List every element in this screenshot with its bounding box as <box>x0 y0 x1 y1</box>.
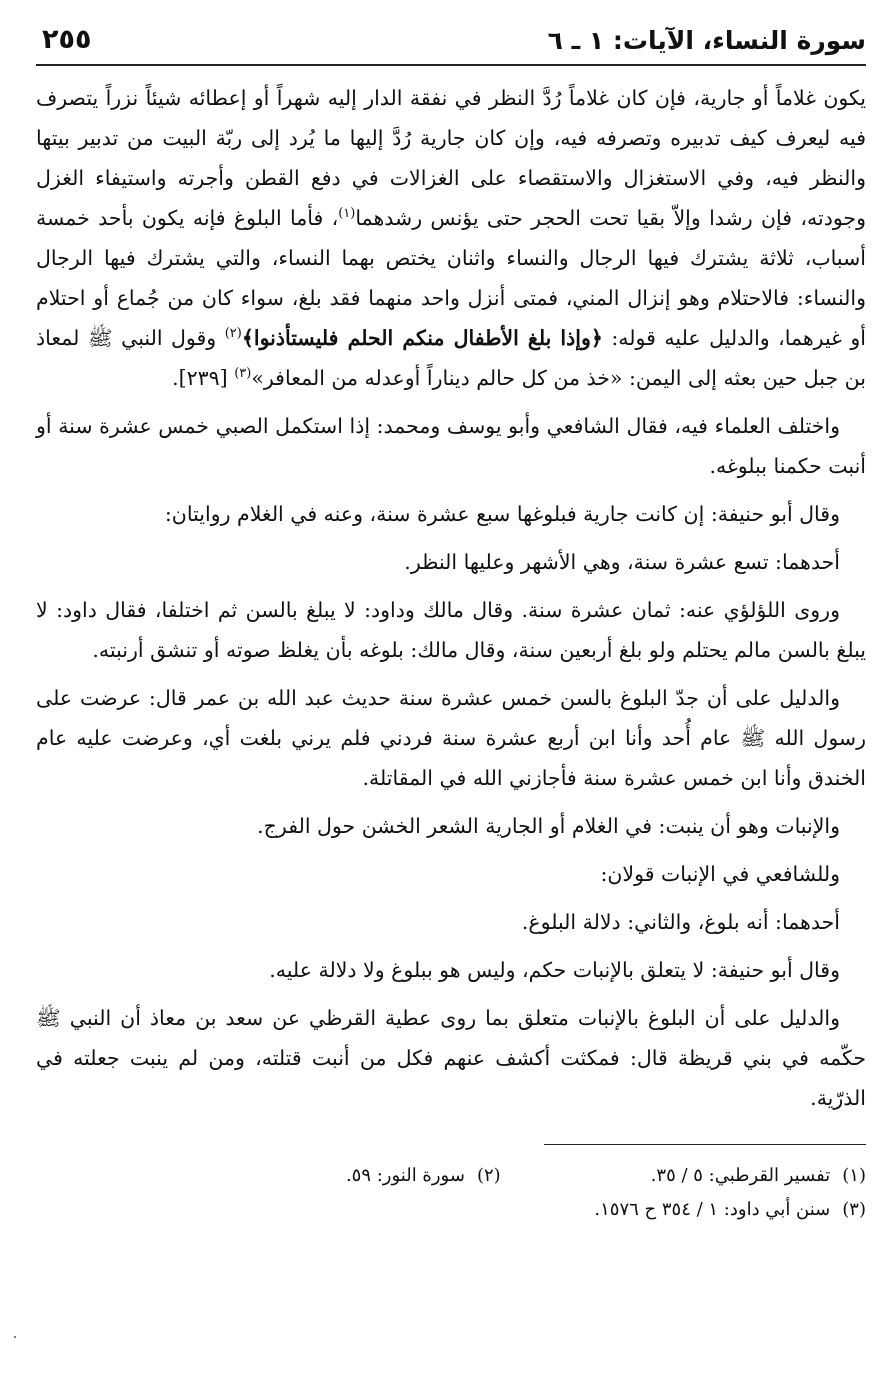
footnote-2 <box>346 1159 501 1193</box>
paragraph <box>36 854 866 894</box>
scan-speck <box>14 1336 16 1338</box>
main-text <box>36 78 866 1118</box>
footnote-reference: (٣) <box>234 366 252 382</box>
footnote-divider <box>544 1144 866 1145</box>
footnote-text: تفسير القرطبي: ٥ / ٣٥. <box>650 1165 831 1186</box>
paragraph-text: يكون غلاماً أو جارية، فإن كان غلاماً رُدَّ النظر في نفقة الدار إليه شهراً أو إعطائه شيئاً نزراً يتصرف فيه ليعرف كيف تدبيره وتصرفه فيه، وإن كان جارية رُدَّ إليها ما يُرد إلى ربّة البيت من تدبير بيتها والنظر فيه، وفي الاستغزال والاستقصاء على الغزالات في دفع القطن وأجرته واستيفاء الغزل وجودته، فإن رشدا وإلاّ بقيا تحت الحجر حتى يؤنس رشدهما <box>36 86 866 230</box>
paragraph <box>36 78 866 398</box>
book-page <box>36 20 866 1227</box>
paragraph-text: والإنبات وهو أن ينبت: في الغلام أو الجارية الشعر الخشن حول الفرج. <box>257 814 840 838</box>
footnote-number: (٢) <box>476 1165 501 1186</box>
paragraph-text: وللشافعي في الإنبات قولان: <box>600 862 840 886</box>
footnote-3 <box>594 1193 866 1227</box>
paragraph-text: وقال أبو حنيفة: لا يتعلق بالإنبات حكم، وليس هو ببلوغ ولا دلالة عليه. <box>269 958 840 982</box>
footnote-text: سنن أبي داود: ١ / ٣٥٤ ح ١٥٧٦. <box>594 1199 831 1220</box>
paragraph <box>36 950 866 990</box>
paragraph-text: وقال أبو حنيفة: إن كانت جارية فبلوغها سبع عشرة سنة، وعنه في الغلام روايتان: <box>164 502 840 526</box>
paragraph-text: وقول النبي ﷺ لمعاذ بن جبل حين بعثه إلى اليمن: «خذ من كل حالم ديناراً أوعدله من المعافر» <box>36 326 866 390</box>
paragraph-text: [٢٣٩]. <box>172 366 235 390</box>
paragraph-text: وروى اللؤلؤي عنه: ثمان عشرة سنة. وقال مالك وداود: لا يبلغ بالسن ثم اختلفا، فقال داود: لا يبلغ بالسن مالم يحتلم ولو بلغ أربعين سنة، وقال مالك: بلوغه بأن يغلظ صوته أو تنشق أرنبته. <box>36 598 866 662</box>
paragraph <box>36 902 866 942</box>
footnote-reference: (١) <box>338 206 356 222</box>
footnote-row <box>36 1159 866 1193</box>
paragraph-text: أحدهما: تسع عشرة سنة، وهي الأشهر وعليها النظر. <box>404 550 840 574</box>
footnote-text: سورة النور: ٥٩. <box>345 1165 465 1186</box>
paragraph <box>36 998 866 1118</box>
footnote-number: (١) <box>842 1165 866 1186</box>
quran-verse: ﴿وإذا بلغ الأطفال منكم الحلم فليستأذنوا﴾ <box>241 326 603 350</box>
paragraph <box>36 494 866 534</box>
footnote-row <box>36 1193 866 1227</box>
page-number: ٢٥٥ <box>42 24 92 55</box>
paragraph-text: والدليل على أن جدّ البلوغ بالسن خمس عشرة سنة حديث عبد الله بن عمر قال: عرضت على رسول الله ﷺ عام أُحد وأنا ابن أربع عشرة سنة فردني فلم يرني بلغت أي، وعرضت عليه عام الخندق وأنا ابن خمس عشرة سنة فأجازني الله في المقاتلة. <box>36 686 866 790</box>
paragraph-text: أحدهما: أنه بلوغ، والثاني: دلالة البلوغ. <box>521 910 840 934</box>
paragraph <box>36 678 866 798</box>
footnotes <box>36 1159 866 1227</box>
paragraph <box>36 406 866 486</box>
footnote-1 <box>651 1159 866 1193</box>
paragraph <box>36 806 866 846</box>
paragraph <box>36 542 866 582</box>
paragraph-text: ، فأما البلوغ فإنه يكون بأحد خمسة أسباب، ثلاثة يشترك فيها الرجال والنساء واثنان يختص بهما النساء، والتي يشترك فيها الرجال والنساء: فالاحتلام وهو إنزال المني، فمتى أنزل واحد منهما فقد بلغ، سواء كان من جُماع أو احتلام أو غيرهما، والدليل عليه قوله: <box>36 206 866 350</box>
running-header <box>36 20 866 66</box>
page-title: سورة النساء، الآيات: ١ ـ ٦ <box>547 26 866 55</box>
footnote-number: (٣) <box>842 1199 866 1220</box>
paragraph-text: والدليل على أن البلوغ بالإنبات متعلق بما روى عطية القرظي عن سعد بن معاذ أن النبي ﷺ حكّمه في بني قريظة قال: فمكثت أكشف عنهم فكل من أنبت قتلته، ومن لم ينبت جعلته في الذرّية. <box>36 1006 866 1110</box>
footnote-reference: (٢) <box>224 326 242 342</box>
paragraph-text: واختلف العلماء فيه، فقال الشافعي وأبو يوسف ومحمد: إذا استكمل الصبي خمس عشرة سنة أو أنبت حكمنا ببلوغه. <box>36 414 866 478</box>
paragraph <box>36 590 866 670</box>
